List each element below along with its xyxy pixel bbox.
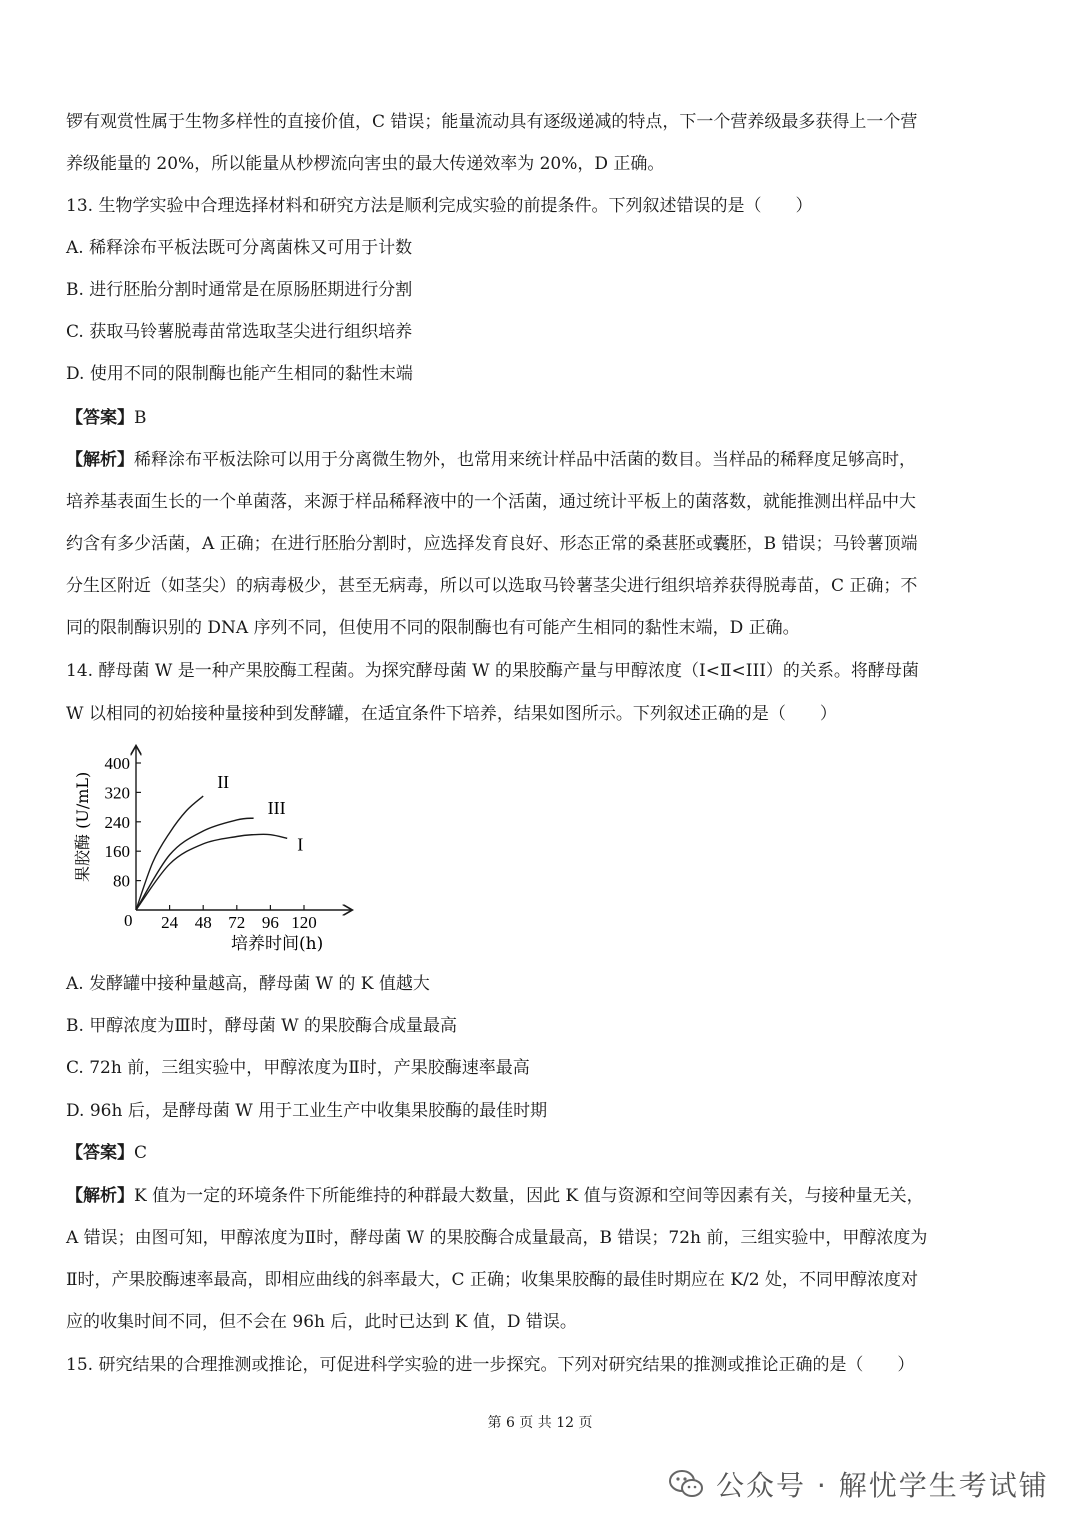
series-label-II: II [217,772,230,793]
page-footer: 第 6 页 共 12 页 [487,1415,593,1431]
text-line: 约含有多少活菌，A 正确；在进行胚胎分割时，应选择发育良好、形态正常的桑葚胚或囊胚，B 错误；马铃薯顶端 [66,534,918,554]
question-14-stem: 14. 酵母菌 W 是一种产果胶酶工程菌。为探究酵母菌 W 的果胶酶产量与甲醇浓度（Ⅰ<Ⅱ<III）的关系。将酵母菌 [66,661,919,681]
analysis-text: K 值为一定的环境条件下所能维持的种群最大数量，因此 K 值与资源和空间等因素有关，与接种量无关， [134,1186,924,1206]
x-axis-label: 培养时间(h) [231,934,324,954]
q13-answer [66,407,147,429]
q13-option-b: B. 进行胚胎分割时通常是在原肠胚期进行分割 [66,280,413,300]
x-tick-label: 72 [228,913,246,932]
q13-option-c: C. 获取马铃薯脱毒苗常选取茎尖进行组织培养 [66,322,413,342]
answer-value: C [134,1143,148,1163]
q14-answer [66,1142,147,1164]
text-line: A 错误；由图可知，甲醇浓度为Ⅱ时，酵母菌 W 的果胶酶合成量最高，B 错误；72h 前，三组实验中，甲醇浓度为 [66,1228,928,1248]
y-tick-label: 160 [104,842,130,862]
answer-tag: 【答案】 [66,408,134,428]
question-15-stem: 15. 研究结果的合理推测或推论，可促进科学实验的进一步探究。下列对研究结果的推测或推论正确的是（ ） [66,1355,915,1375]
q13-option-d: D. 使用不同的限制酶也能产生相同的黏性末端 [66,364,413,384]
series-line-I [136,834,287,910]
y-tick-label: 320 [104,783,130,803]
watermark [668,1464,1049,1504]
y-tick-label: 400 [104,754,130,773]
q14-option-a: A. 发酵罐中接种量越高，酵母菌 W 的 K 值越大 [66,974,430,994]
x-tick-label: 24 [161,913,179,932]
y-axis-label: 果胶酶 (U/mL) [73,771,92,882]
q14-option-d: D. 96h 后，是酵母菌 W 用于工业生产中收集果胶酶的最佳时期 [66,1101,548,1121]
q14-option-b: B. 甲醇浓度为Ⅲ时，酵母菌 W 的果胶酶合成量最高 [66,1016,457,1036]
series-line-III [136,818,254,910]
question-14-stem: W 以相同的初始接种量接种到发酵罐，在适宜条件下培养，结果如图所示。下列叙述正确的是（ ） [66,704,837,724]
q13-option-a: A. 稀释涂布平板法既可分离菌株又可用于计数 [66,238,413,258]
origin-label: 0 [124,911,133,930]
series-label-III: III [267,798,286,819]
answer-value: B [134,408,147,428]
analysis-tag: 【解析】 [66,450,134,470]
y-tick-label: 240 [104,812,130,832]
x-tick-label: 48 [194,913,212,932]
answer-tag: 【答案】 [66,1143,134,1163]
text-line: Ⅱ时，产果胶酶速率最高，即相应曲线的斜率最大，C 正确；收集果胶酶的最佳时期应在 K/2 处，不同甲醇浓度对 [66,1270,919,1290]
text-line: 应的收集时间不同，但不会在 96h 后，此时已达到 K 值，D 错误。 [66,1312,577,1332]
x-tick-label: 120 [291,913,317,932]
analysis-tag: 【解析】 [66,1186,134,1206]
q14-option-c: C. 72h 前，三组实验中，甲醇浓度为Ⅱ时，产果胶酶速率最高 [66,1058,530,1078]
series-label-I: I [297,834,304,855]
analysis-text: 稀释涂布平板法除可以用于分离微生物外，也常用来统计样品中活菌的数目。当样品的稀释度足够高时， [134,450,916,470]
wechat-icon [668,1469,704,1499]
text-line: 养级能量的 20%，所以能量从杪椤流向害虫的最大传递效率为 20%，D 正确。 [66,154,665,174]
text-line: 培养基表面生长的一个单菌落，来源于样品稀释液中的一个活菌，通过统计平板上的菌落数，就能推测出样品中大 [66,492,916,512]
pectinase-chart [66,742,366,957]
y-tick-label: 80 [113,871,130,891]
q13-analysis [66,449,916,471]
text-line: 分生区附近（如茎尖）的病毒极少，甚至无病毒，所以可以选取马铃薯茎尖进行组织培养获得脱毒苗，C 正确；不 [66,576,918,596]
question-13-stem: 13. 生物学实验中合理选择材料和研究方法是顺利完成实验的前提条件。下列叙述错误的是（ ） [66,196,813,216]
x-tick-label: 96 [261,913,279,932]
watermark-text: 公众号 · 解忧学生考试铺 [716,1469,1049,1502]
text-line: 锣有观赏性属于生物多样性的直接价值，C 错误；能量流动具有逐级递减的特点，下一个营养级最多获得上一个营 [66,112,918,132]
text-line: 同的限制酶识别的 DNA 序列不同，但使用不同的限制酶也有可能产生相同的黏性末端，D 正确。 [66,618,800,638]
q14-analysis [66,1185,924,1207]
